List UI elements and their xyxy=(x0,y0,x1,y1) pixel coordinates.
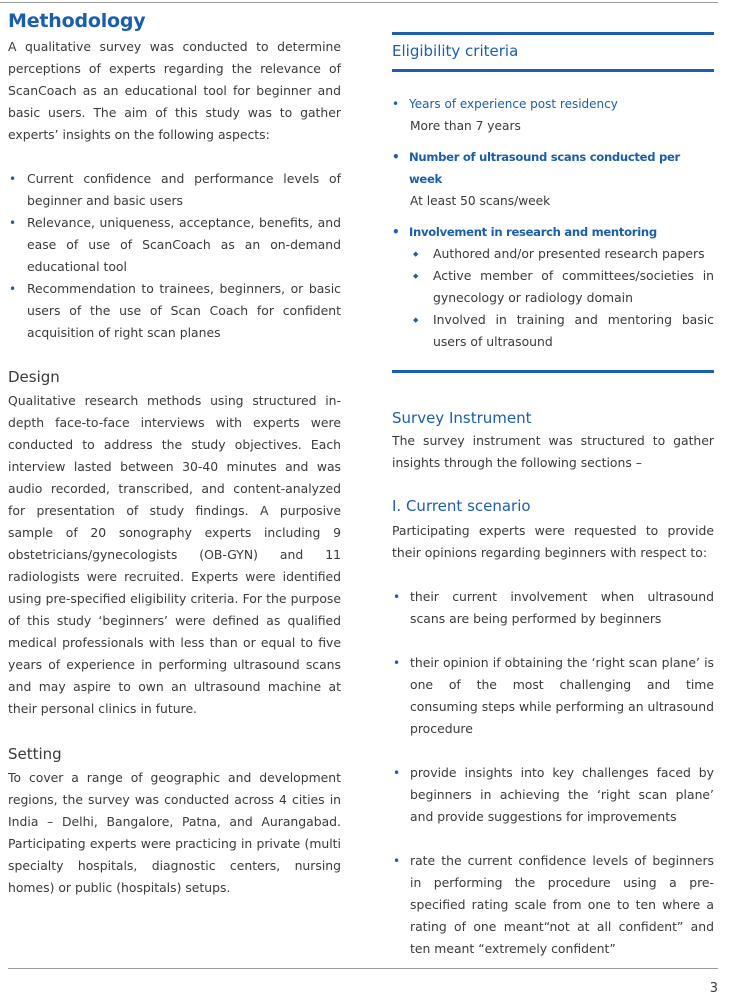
eligibility-item xyxy=(392,221,714,353)
eligibility-label: • Number of ultrasound scans conducted per week xyxy=(392,146,714,190)
current-scenario-heading: I. Current scenario xyxy=(392,497,531,515)
current-scenario-list xyxy=(392,586,714,960)
list-item: • Relevance, uniqueness, acceptance, benefits, and ease of use of ScanCoach as an on-demand educational tool xyxy=(8,212,341,278)
setting-text: To cover a range of geographic and development regions, the survey was conducted across 4 cities in India – Delhi, Bangalore, Patna, and Aurangabad. Participating experts were practicing in private (multi specialty hospitals, diagnostic centers, nursing homes) or public (hospitals) setups. xyxy=(8,770,341,895)
list-item: ◆ Authored and/or presented research papers xyxy=(409,243,714,265)
list-item: ◆ Involved in training and mentoring basic users of ultrasound xyxy=(409,309,714,353)
eligibility-value: More than 7 years xyxy=(410,119,521,133)
eligibility-list xyxy=(392,72,714,370)
list-item: • their current involvement when ultrasound scans are being performed by beginners xyxy=(392,586,714,630)
methodology-aspects-list xyxy=(8,168,341,344)
list-item: • provide insights into key challenges faced by beginners in achieving the ‘right scan plane’ and provide suggestions for improvements xyxy=(392,762,714,828)
survey-instrument-text: The survey instrument was structured to gather insights through the following sections – xyxy=(392,433,714,470)
eligibility-item xyxy=(392,93,714,137)
eligibility-label: • Years of experience post residency xyxy=(392,93,714,115)
methodology-title: Methodology xyxy=(8,10,146,32)
methodology-intro: A qualitative survey was conducted to determine perceptions of experts regarding the relevance of ScanCoach as an educational tool for beginner and basic users. The aim of this study was to gather experts’ insights on the following aspects: xyxy=(8,39,341,142)
survey-instrument-heading: Survey Instrument xyxy=(392,409,532,427)
left-column xyxy=(8,10,341,899)
list-item: • Recommendation to trainees, beginners, or basic users of the use of Scan Coach for confident acquisition of right scan planes xyxy=(8,278,341,344)
list-item: • their opinion if obtaining the ‘right scan plane’ is one of the most challenging and time consuming steps while performing an ultrasound procedure xyxy=(392,652,714,740)
page-number: 3 xyxy=(709,981,718,996)
eligibility-value: At least 50 scans/week xyxy=(410,194,551,208)
involvement-sublist xyxy=(392,243,714,353)
list-item: • Current confidence and performance levels of beginner and basic users xyxy=(8,168,341,212)
design-heading: Design xyxy=(8,368,60,386)
list-item: ◆ Active member of committees/societies in gynecology or radiology domain xyxy=(409,265,714,309)
top-rule xyxy=(0,2,718,3)
bottom-rule xyxy=(8,968,718,969)
setting-heading: Setting xyxy=(8,745,62,763)
eligibility-label: • Involvement in research and mentoring xyxy=(392,221,714,243)
current-scenario-intro: Participating experts were requested to provide their opinions regarding beginners with respect to: xyxy=(392,523,714,560)
eligibility-item xyxy=(392,146,714,212)
eligibility-title: Eligibility criteria xyxy=(392,35,714,72)
right-column xyxy=(392,32,714,960)
list-item: • rate the current confidence levels of beginners in performing the procedure using a pre-specified rating scale from one to ten where a rating of one meant“not at all confident” and ten meant “extremely confident” xyxy=(392,850,714,960)
eligibility-box xyxy=(392,32,714,373)
design-text: Qualitative research methods using structured in-depth face-to-face interviews with experts were conducted to address the study objectives. Each interview lasted between 30-40 minutes and was audio recorded, transcribed, and content-analyzed for presentation of study findings. A purposive sample of 20 sonography experts including 9 obstetricians/gynecologists (OB-GYN) and 11 radiologists were recruited. Experts were identified using pre-specified eligibility criteria. For the purpose of this study ‘beginners’ were defined as qualified medical professionals with less than or equal to five years of experience in performing ultrasound scans and may aspire to own an ultrasound machine at their personal clinics in future. xyxy=(8,393,341,716)
